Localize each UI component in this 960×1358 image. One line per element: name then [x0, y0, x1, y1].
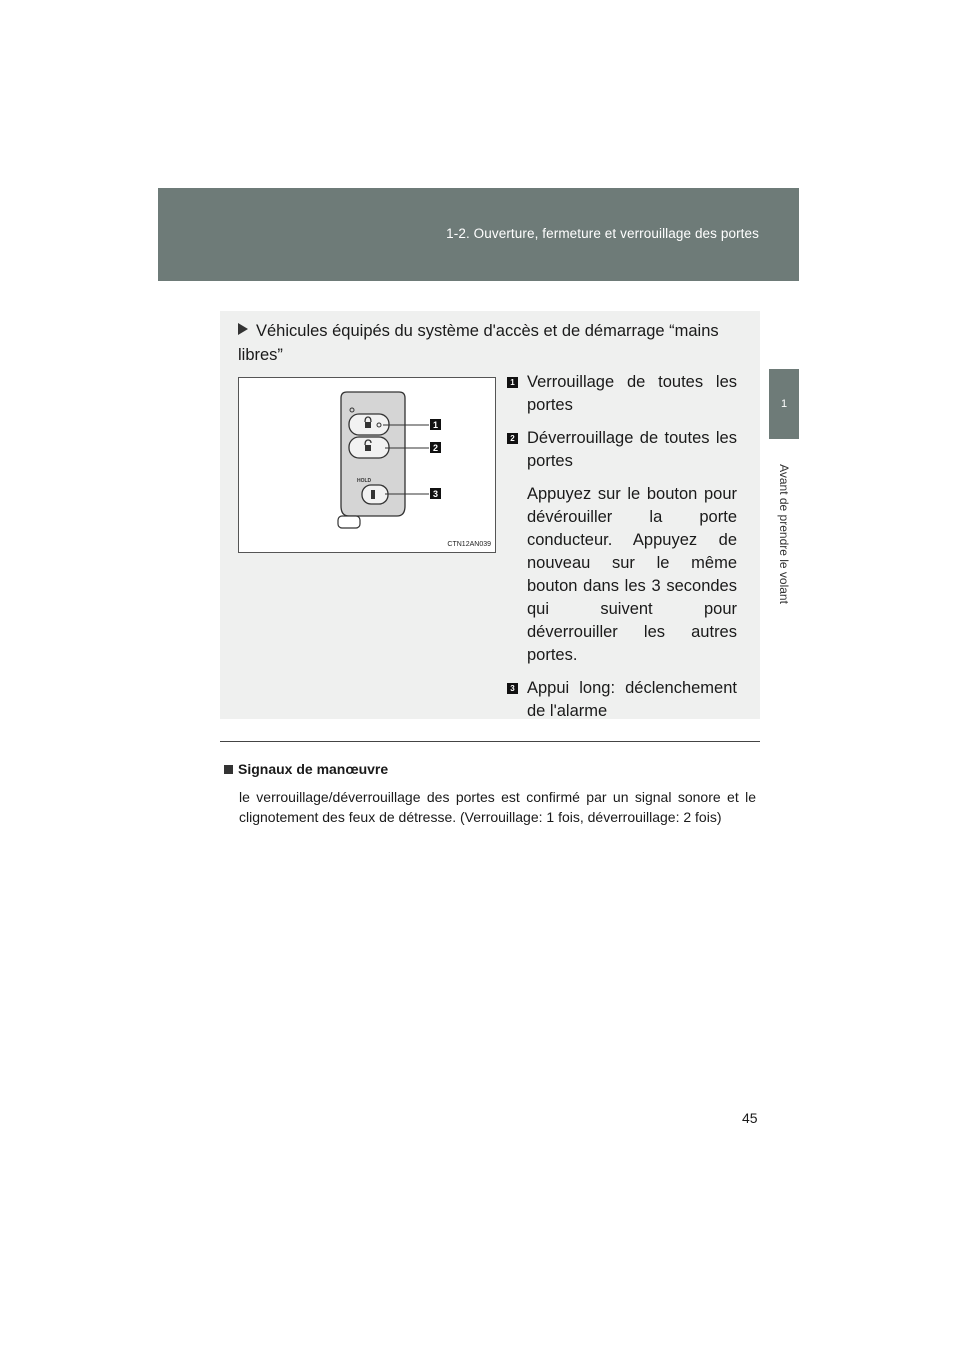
key-ring-tab [338, 516, 360, 528]
hold-text: HOLD [357, 478, 372, 484]
list-item [507, 371, 737, 417]
lock-icon [365, 422, 371, 428]
chapter-side-tab: 1 [769, 369, 799, 439]
figure-code: CTN12AN039 [447, 541, 491, 548]
unlock-icon [365, 445, 371, 451]
svg-text:1: 1 [433, 420, 439, 430]
item-note: Appuyez sur le bouton pour dévérouiller la porte conducteur. Appuyez de nouveau sur le même bouton dans les 3 secondes qui suivent pour déverrouiller les autres portes. [527, 485, 737, 664]
vehicle-heading [238, 319, 740, 367]
page-number: 45 [742, 1110, 758, 1126]
chapter-header-bar [158, 188, 799, 281]
alarm-icon [371, 490, 375, 499]
chapter-header-title: 1-2. Ouverture, fermeture et verrouillage des portes [446, 226, 759, 241]
key-functions-list [507, 371, 737, 733]
section-heading [224, 761, 388, 777]
section-divider [220, 741, 760, 742]
item-number-badge: 3 [507, 683, 518, 694]
list-item [507, 427, 737, 667]
arrow-right-icon [238, 323, 248, 335]
list-item [507, 677, 737, 723]
item-number-badge: 2 [507, 433, 518, 444]
item-text: Appui long: déclenchement de l'alarme [527, 679, 737, 720]
key-functions-panel [220, 311, 760, 719]
section-heading-text: Signaux de manœuvre [238, 761, 389, 777]
item-text: Verrouillage de toutes les portes [527, 373, 737, 414]
square-bullet-icon [224, 765, 233, 774]
chapter-side-label: Avant de prendre le volant [777, 464, 791, 604]
svg-text:2: 2 [433, 443, 439, 453]
vehicle-heading-text: Véhicules équipés du système d'accès et de démarrage “mains libres” [238, 322, 719, 364]
item-text: Déverrouillage de toutes les portes [527, 429, 737, 470]
item-number-badge: 1 [507, 377, 518, 388]
svg-text:3: 3 [433, 489, 439, 499]
smart-key-figure [238, 377, 496, 553]
section-body: le verrouillage/déverrouillage des portes est confirmé par un signal sonore et le clignotement des feux de détresse. (Verrouillage: 1 fois, déverrouillage: 2 fois) [239, 789, 756, 825]
smart-key-illustration [239, 378, 495, 552]
